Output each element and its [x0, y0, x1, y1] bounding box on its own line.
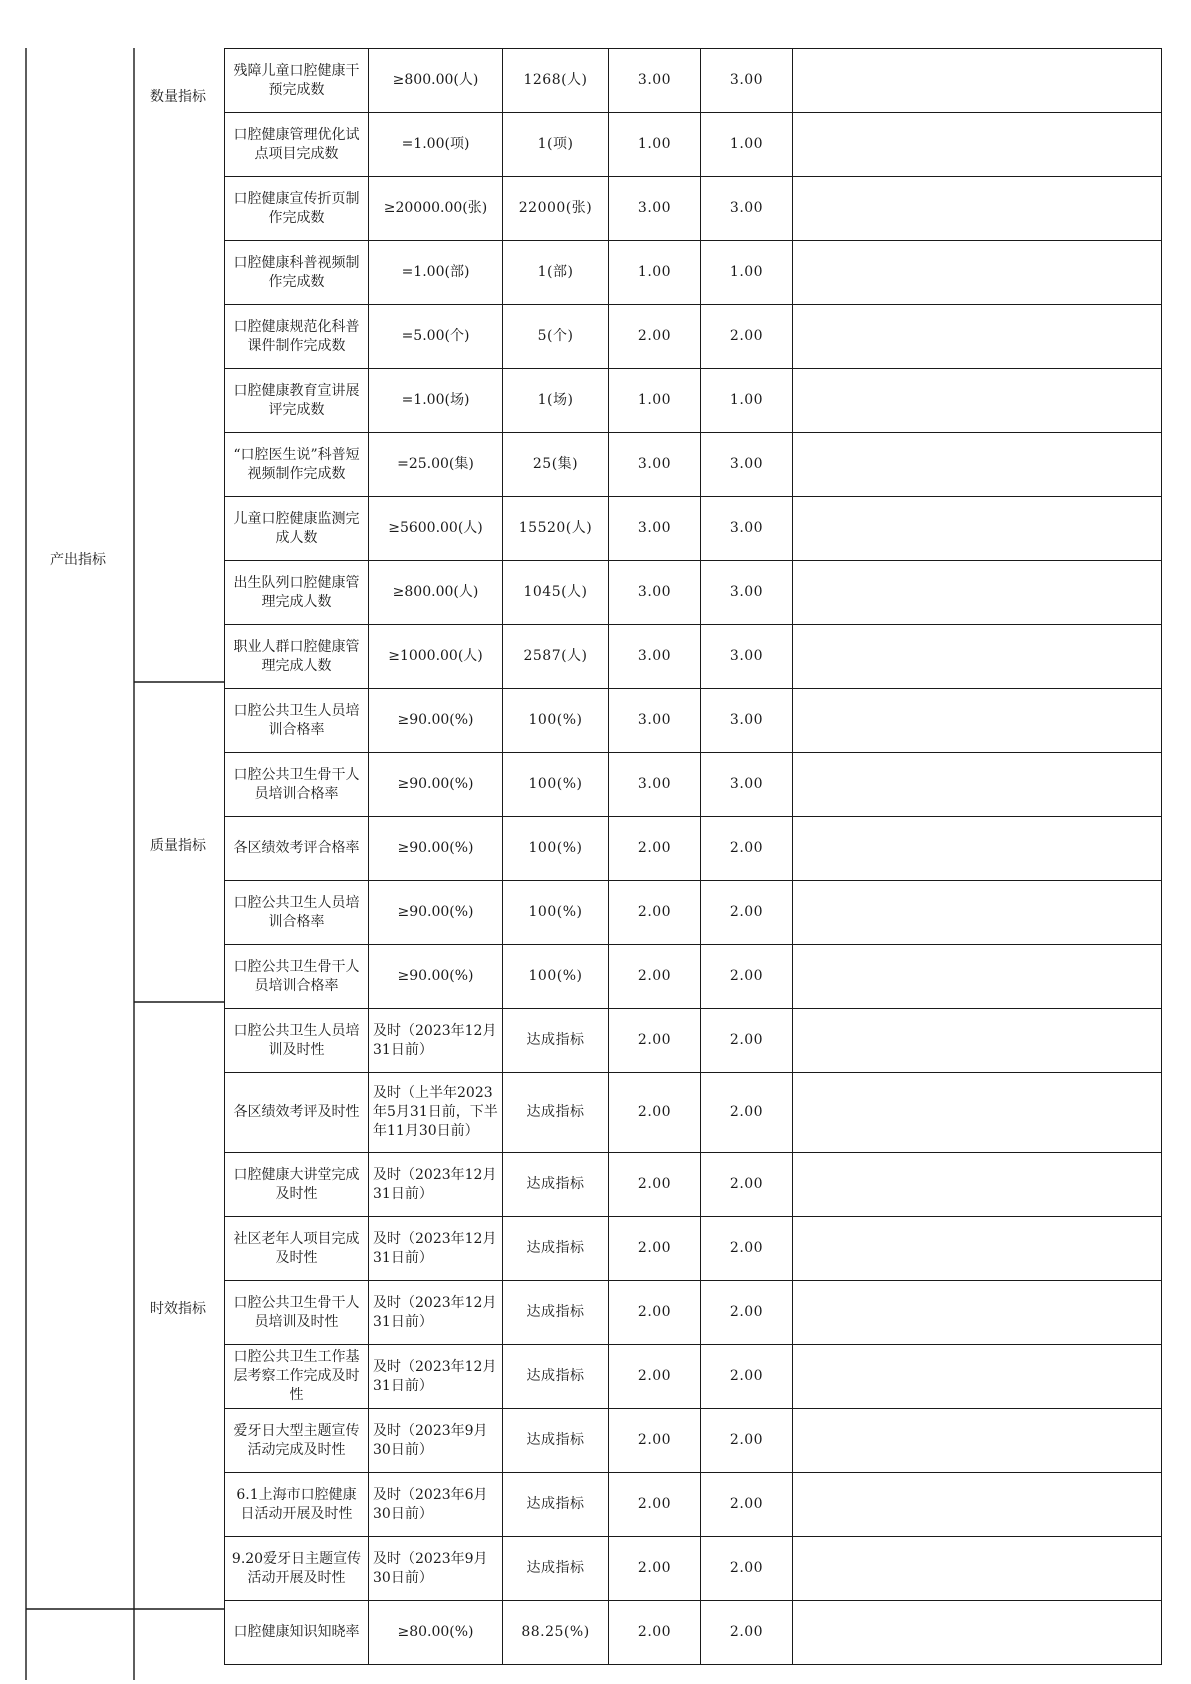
- table-row: [225, 1217, 1162, 1281]
- target-value-cell: ≥90.00(%): [369, 753, 503, 817]
- actual-value-cell: 1268(人): [503, 49, 609, 113]
- weight-cell: 2.00: [609, 1153, 701, 1217]
- score-cell: 3.00: [701, 753, 793, 817]
- remark-cell: [793, 1073, 1162, 1153]
- table-row: [225, 433, 1162, 497]
- weight-cell: 2.00: [609, 1281, 701, 1345]
- score-cell: 2.00: [701, 945, 793, 1009]
- weight-cell: 3.00: [609, 753, 701, 817]
- table-row: [225, 1537, 1162, 1601]
- table-row: [225, 1473, 1162, 1537]
- table-row: [225, 753, 1162, 817]
- table-row: [225, 945, 1162, 1009]
- weight-cell: 3.00: [609, 561, 701, 625]
- indicator-name-cell: 口腔公共卫生人员培训及时性: [225, 1009, 369, 1073]
- remark-cell: [793, 1409, 1162, 1473]
- actual-value-cell: 1(场): [503, 369, 609, 433]
- target-value-cell: 及时（2023年12月31日前）: [369, 1345, 503, 1409]
- actual-value-cell: 5(个): [503, 305, 609, 369]
- score-cell: 3.00: [701, 177, 793, 241]
- actual-value-cell: 1(项): [503, 113, 609, 177]
- indicator-name-cell: 9.20爱牙日主题宣传活动开展及时性: [225, 1537, 369, 1601]
- target-value-cell: ≥800.00(人): [369, 561, 503, 625]
- score-cell: 2.00: [701, 817, 793, 881]
- actual-value-cell: 达成指标: [503, 1409, 609, 1473]
- remark-cell: [793, 305, 1162, 369]
- actual-value-cell: 达成指标: [503, 1281, 609, 1345]
- actual-value-cell: 达成指标: [503, 1537, 609, 1601]
- weight-cell: 2.00: [609, 945, 701, 1009]
- score-cell: 3.00: [701, 497, 793, 561]
- weight-cell: 2.00: [609, 881, 701, 945]
- actual-value-cell: 2587(人): [503, 625, 609, 689]
- weight-cell: 2.00: [609, 1073, 701, 1153]
- score-cell: 2.00: [701, 1009, 793, 1073]
- table-row: [225, 1281, 1162, 1345]
- score-cell: 2.00: [701, 1409, 793, 1473]
- actual-value-cell: 25(集): [503, 433, 609, 497]
- weight-cell: 2.00: [609, 1537, 701, 1601]
- actual-value-cell: 达成指标: [503, 1345, 609, 1409]
- remark-cell: [793, 241, 1162, 305]
- indicator-name-cell: 口腔健康科普视频制作完成数: [225, 241, 369, 305]
- weight-cell: 1.00: [609, 369, 701, 433]
- target-value-cell: ≥90.00(%): [369, 881, 503, 945]
- weight-cell: 2.00: [609, 1217, 701, 1281]
- score-cell: 3.00: [701, 561, 793, 625]
- remark-cell: [793, 113, 1162, 177]
- actual-value-cell: 100(%): [503, 817, 609, 881]
- actual-value-cell: 100(%): [503, 689, 609, 753]
- remark-cell: [793, 433, 1162, 497]
- remark-cell: [793, 881, 1162, 945]
- weight-cell: 2.00: [609, 305, 701, 369]
- remark-cell: [793, 497, 1162, 561]
- actual-value-cell: 22000(张): [503, 177, 609, 241]
- table-row: [225, 113, 1162, 177]
- indicator-name-cell: 爱牙日大型主题宣传活动完成及时性: [225, 1409, 369, 1473]
- table-row: [225, 1153, 1162, 1217]
- target-value-cell: ≥800.00(人): [369, 49, 503, 113]
- target-value-cell: 及时（2023年12月31日前）: [369, 1009, 503, 1073]
- table-row: [225, 1409, 1162, 1473]
- table-row: [225, 689, 1162, 753]
- target-value-cell: 及时（2023年9月30日前）: [369, 1409, 503, 1473]
- table-row: [225, 1601, 1162, 1665]
- indicator-name-cell: 出生队列口腔健康管理完成人数: [225, 561, 369, 625]
- target-value-cell: ≥20000.00(张): [369, 177, 503, 241]
- table-row: [225, 881, 1162, 945]
- weight-cell: 3.00: [609, 433, 701, 497]
- remark-cell: [793, 1153, 1162, 1217]
- indicator-name-cell: 口腔健康教育宣讲展评完成数: [225, 369, 369, 433]
- table-row: [225, 625, 1162, 689]
- actual-value-cell: 1045(人): [503, 561, 609, 625]
- remark-cell: [793, 689, 1162, 753]
- remark-cell: [793, 817, 1162, 881]
- indicator-name-cell: 口腔公共卫生人员培训合格率: [225, 881, 369, 945]
- remark-cell: [793, 177, 1162, 241]
- target-value-cell: ≥80.00(%): [369, 1601, 503, 1665]
- weight-cell: 3.00: [609, 625, 701, 689]
- remark-cell: [793, 753, 1162, 817]
- score-cell: 2.00: [701, 1281, 793, 1345]
- table-row: [225, 497, 1162, 561]
- target-value-cell: ≥1000.00(人): [369, 625, 503, 689]
- table-row: [225, 817, 1162, 881]
- indicator-name-cell: 各区绩效考评合格率: [225, 817, 369, 881]
- indicator-name-cell: 口腔公共卫生人员培训合格率: [225, 689, 369, 753]
- score-cell: 2.00: [701, 1153, 793, 1217]
- score-cell: 2.00: [701, 1073, 793, 1153]
- target-value-cell: 及时（上半年2023年5月31日前，下半年11月30日前）: [369, 1073, 503, 1153]
- indicator-name-cell: 口腔公共卫生工作基层考察工作完成及时性: [225, 1345, 369, 1409]
- level1-label-output: 产出指标: [50, 552, 106, 568]
- weight-cell: 2.00: [609, 1473, 701, 1537]
- weight-cell: 2.00: [609, 1345, 701, 1409]
- indicator-name-cell: 口腔健康宣传折页制作完成数: [225, 177, 369, 241]
- table-row: [225, 49, 1162, 113]
- table-row: [225, 241, 1162, 305]
- level2-label-timeliness: 时效指标: [150, 1301, 206, 1317]
- remark-cell: [793, 1281, 1162, 1345]
- weight-cell: 3.00: [609, 497, 701, 561]
- remark-cell: [793, 1601, 1162, 1665]
- indicator-name-cell: 口腔公共卫生骨干人员培训合格率: [225, 945, 369, 1009]
- indicator-table: [224, 48, 1162, 1665]
- weight-cell: 1.00: [609, 113, 701, 177]
- indicator-name-cell: 口腔健康知识知晓率: [225, 1601, 369, 1665]
- remark-cell: [793, 49, 1162, 113]
- score-cell: 3.00: [701, 689, 793, 753]
- weight-cell: 1.00: [609, 241, 701, 305]
- indicator-name-cell: 残障儿童口腔健康干预完成数: [225, 49, 369, 113]
- remark-cell: [793, 1537, 1162, 1601]
- table-row: [225, 305, 1162, 369]
- target-value-cell: =1.00(部): [369, 241, 503, 305]
- target-value-cell: 及时（2023年6月30日前）: [369, 1473, 503, 1537]
- score-cell: 2.00: [701, 305, 793, 369]
- remark-cell: [793, 625, 1162, 689]
- actual-value-cell: 达成指标: [503, 1073, 609, 1153]
- target-value-cell: 及时（2023年12月31日前）: [369, 1153, 503, 1217]
- score-cell: 3.00: [701, 49, 793, 113]
- table-row: [225, 369, 1162, 433]
- target-value-cell: ≥90.00(%): [369, 945, 503, 1009]
- actual-value-cell: 15520(人): [503, 497, 609, 561]
- actual-value-cell: 达成指标: [503, 1009, 609, 1073]
- weight-cell: 3.00: [609, 177, 701, 241]
- remark-cell: [793, 1217, 1162, 1281]
- table-row: [225, 561, 1162, 625]
- level2-label-quality: 质量指标: [150, 838, 206, 854]
- target-value-cell: =1.00(项): [369, 113, 503, 177]
- score-cell: 1.00: [701, 241, 793, 305]
- table-row: [225, 1009, 1162, 1073]
- weight-cell: 2.00: [609, 817, 701, 881]
- remark-cell: [793, 561, 1162, 625]
- score-cell: 2.00: [701, 881, 793, 945]
- actual-value-cell: 100(%): [503, 753, 609, 817]
- actual-value-cell: 达成指标: [503, 1473, 609, 1537]
- indicator-name-cell: 职业人群口腔健康管理完成人数: [225, 625, 369, 689]
- actual-value-cell: 达成指标: [503, 1153, 609, 1217]
- target-value-cell: =25.00(集): [369, 433, 503, 497]
- indicator-name-cell: 社区老年人项目完成及时性: [225, 1217, 369, 1281]
- actual-value-cell: 1(部): [503, 241, 609, 305]
- remark-cell: [793, 1009, 1162, 1073]
- remark-cell: [793, 369, 1162, 433]
- score-cell: 2.00: [701, 1601, 793, 1665]
- weight-cell: 2.00: [609, 1409, 701, 1473]
- target-value-cell: 及时（2023年9月30日前）: [369, 1537, 503, 1601]
- indicator-name-cell: 口腔健康大讲堂完成及时性: [225, 1153, 369, 1217]
- indicator-name-cell: 各区绩效考评及时性: [225, 1073, 369, 1153]
- score-cell: 3.00: [701, 433, 793, 497]
- indicator-name-cell: 口腔健康管理优化试点项目完成数: [225, 113, 369, 177]
- indicator-name-cell: 口腔公共卫生骨干人员培训及时性: [225, 1281, 369, 1345]
- indicator-name-cell: 儿童口腔健康监测完成人数: [225, 497, 369, 561]
- target-value-cell: =1.00(场): [369, 369, 503, 433]
- score-cell: 3.00: [701, 625, 793, 689]
- indicator-name-cell: 口腔健康规范化科普课件制作完成数: [225, 305, 369, 369]
- target-value-cell: ≥5600.00(人): [369, 497, 503, 561]
- remark-cell: [793, 1345, 1162, 1409]
- weight-cell: 3.00: [609, 49, 701, 113]
- remark-cell: [793, 945, 1162, 1009]
- table-row: [225, 1073, 1162, 1153]
- weight-cell: 3.00: [609, 689, 701, 753]
- actual-value-cell: 达成指标: [503, 1217, 609, 1281]
- score-cell: 1.00: [701, 369, 793, 433]
- target-value-cell: 及时（2023年12月31日前）: [369, 1281, 503, 1345]
- actual-value-cell: 100(%): [503, 945, 609, 1009]
- remark-cell: [793, 1473, 1162, 1537]
- target-value-cell: 及时（2023年12月31日前）: [369, 1217, 503, 1281]
- score-cell: 2.00: [701, 1217, 793, 1281]
- table-row: [225, 1345, 1162, 1409]
- level2-label-quantity: 数量指标: [150, 89, 206, 105]
- score-cell: 1.00: [701, 113, 793, 177]
- score-cell: 2.00: [701, 1345, 793, 1409]
- weight-cell: 2.00: [609, 1601, 701, 1665]
- target-value-cell: ≥90.00(%): [369, 689, 503, 753]
- score-cell: 2.00: [701, 1537, 793, 1601]
- indicator-name-cell: 6.1上海市口腔健康日活动开展及时性: [225, 1473, 369, 1537]
- target-value-cell: =5.00(个): [369, 305, 503, 369]
- actual-value-cell: 88.25(%): [503, 1601, 609, 1665]
- indicator-name-cell: “口腔医生说”科普短视频制作完成数: [225, 433, 369, 497]
- weight-cell: 2.00: [609, 1009, 701, 1073]
- target-value-cell: ≥90.00(%): [369, 817, 503, 881]
- score-cell: 2.00: [701, 1473, 793, 1537]
- actual-value-cell: 100(%): [503, 881, 609, 945]
- indicator-name-cell: 口腔公共卫生骨干人员培训合格率: [225, 753, 369, 817]
- table-row: [225, 177, 1162, 241]
